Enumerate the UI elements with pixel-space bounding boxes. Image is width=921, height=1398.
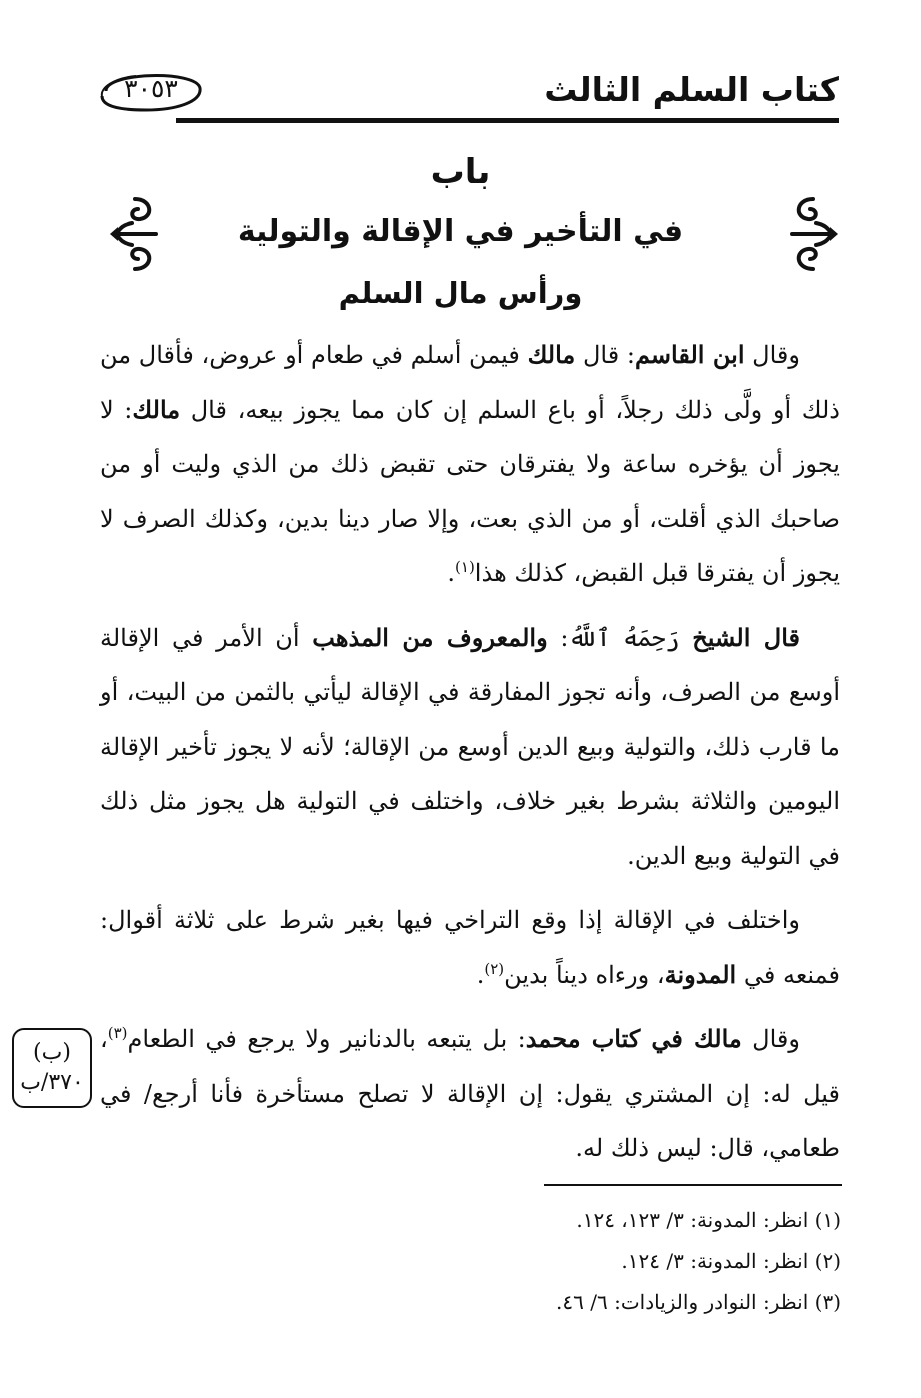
footnote: (١) انظر: المدونة: ٣/ ١٢٣، ١٢٤. [576, 1208, 841, 1232]
footnote-rule [544, 1184, 842, 1186]
bold-name: مالك [132, 394, 181, 424]
chapter-title: في التأخير في الإقالة والتولية [237, 214, 684, 249]
paragraph [100, 328, 840, 601]
bold-name: ابن القاسم [634, 340, 745, 369]
text-run: . [447, 559, 456, 587]
footnote-marker: (١) [455, 558, 475, 576]
bold-name: مالك في كتاب محمد [525, 1024, 742, 1053]
manuscript-folio-note [12, 1028, 92, 1108]
running-title: كتاب السلم الثالث [544, 70, 839, 109]
text-run: واختلف في الإقالة إذا وقع التراخي فيها بغير شرط على ثلاثة أقوال: فمنعه في [100, 906, 840, 989]
text-run: فيمن أسلم في طعام أو عروض، فأقال من ذلك أو ولَّى ذلك رجلاً، أو باع السلم إن كان مما يجوز بيعه، قال [100, 341, 840, 424]
bold-phrase: والمعروف من المذهب [312, 622, 548, 652]
text-run: ، ورءاه ديناً بدين [504, 960, 665, 989]
text-run: : قال [575, 341, 635, 369]
folio-side: (ب) [33, 1040, 71, 1065]
text-run: وقال [744, 341, 800, 369]
footnote-marker: (٢) [484, 959, 505, 978]
footnotes [241, 1200, 841, 1323]
body-text [100, 328, 840, 1186]
paragraph [100, 1012, 840, 1176]
paragraph [100, 893, 840, 1002]
text-run: : لا يجوز أن يؤخره ساعة ولا يفترقان حتى تقبض ذلك من الذي وليت أو من صاحبك الذي أقلت، أو من الذي بعت، وإلا صار دينا بدين، وكذلك الصرف لا يجوز أن يفترقا قبل القبض، كذلك هذا [100, 395, 840, 587]
bold-name: قال الشيخ [692, 622, 801, 652]
text-run: أن الأمر في الإقالة أوسع من الصرف، وأنه تجوز المفارقة في الإقالة ليأتي بالثمن من البيت، أو ما قارب ذلك، والتولية وبيع الدين أوسع من الإقالة؛ لأنه لا يجوز تأخير الإقالة اليومين والثلاثة بشرط بغير خلاف، واختلف في التولية هل يجوز مثل ذلك في التولية وبيع الدين. [100, 623, 840, 870]
bold-name: مالك [527, 340, 576, 369]
chapter-label: باب [430, 152, 491, 192]
footnote: (٢) انظر: المدونة: ٣/ ١٢٤. [621, 1249, 841, 1273]
page-number-frame [96, 66, 206, 116]
header-rule [176, 118, 839, 123]
paragraph [100, 611, 840, 884]
text-run: رَحِمَهُ ٱللَّهُ: [547, 623, 693, 652]
folio-number: ٣٧٠/ب [20, 1070, 84, 1095]
chapter-subtitle: ورأس مال السلم [338, 276, 583, 310]
bold-name: المدونة [664, 959, 737, 989]
footnote: (٣) انظر: النوادر والزيادات: ٦/ ٤٦. [556, 1290, 841, 1314]
footnote-marker: (٣) [107, 1024, 128, 1042]
text-run: ، قيل له: إن المشتري يقول: إن الإقالة لا تصلح مستأخرة فأنا أرجع/ في طعامي، قال: ليس ذلك له. [100, 1025, 840, 1162]
text-run: . [476, 960, 485, 989]
text-run: : بل يتبعه بالدنانير ولا يرجع في الطعام [127, 1025, 526, 1053]
text-run: وقال [741, 1025, 800, 1053]
page-number: ٣٠٥٣ [124, 74, 178, 103]
